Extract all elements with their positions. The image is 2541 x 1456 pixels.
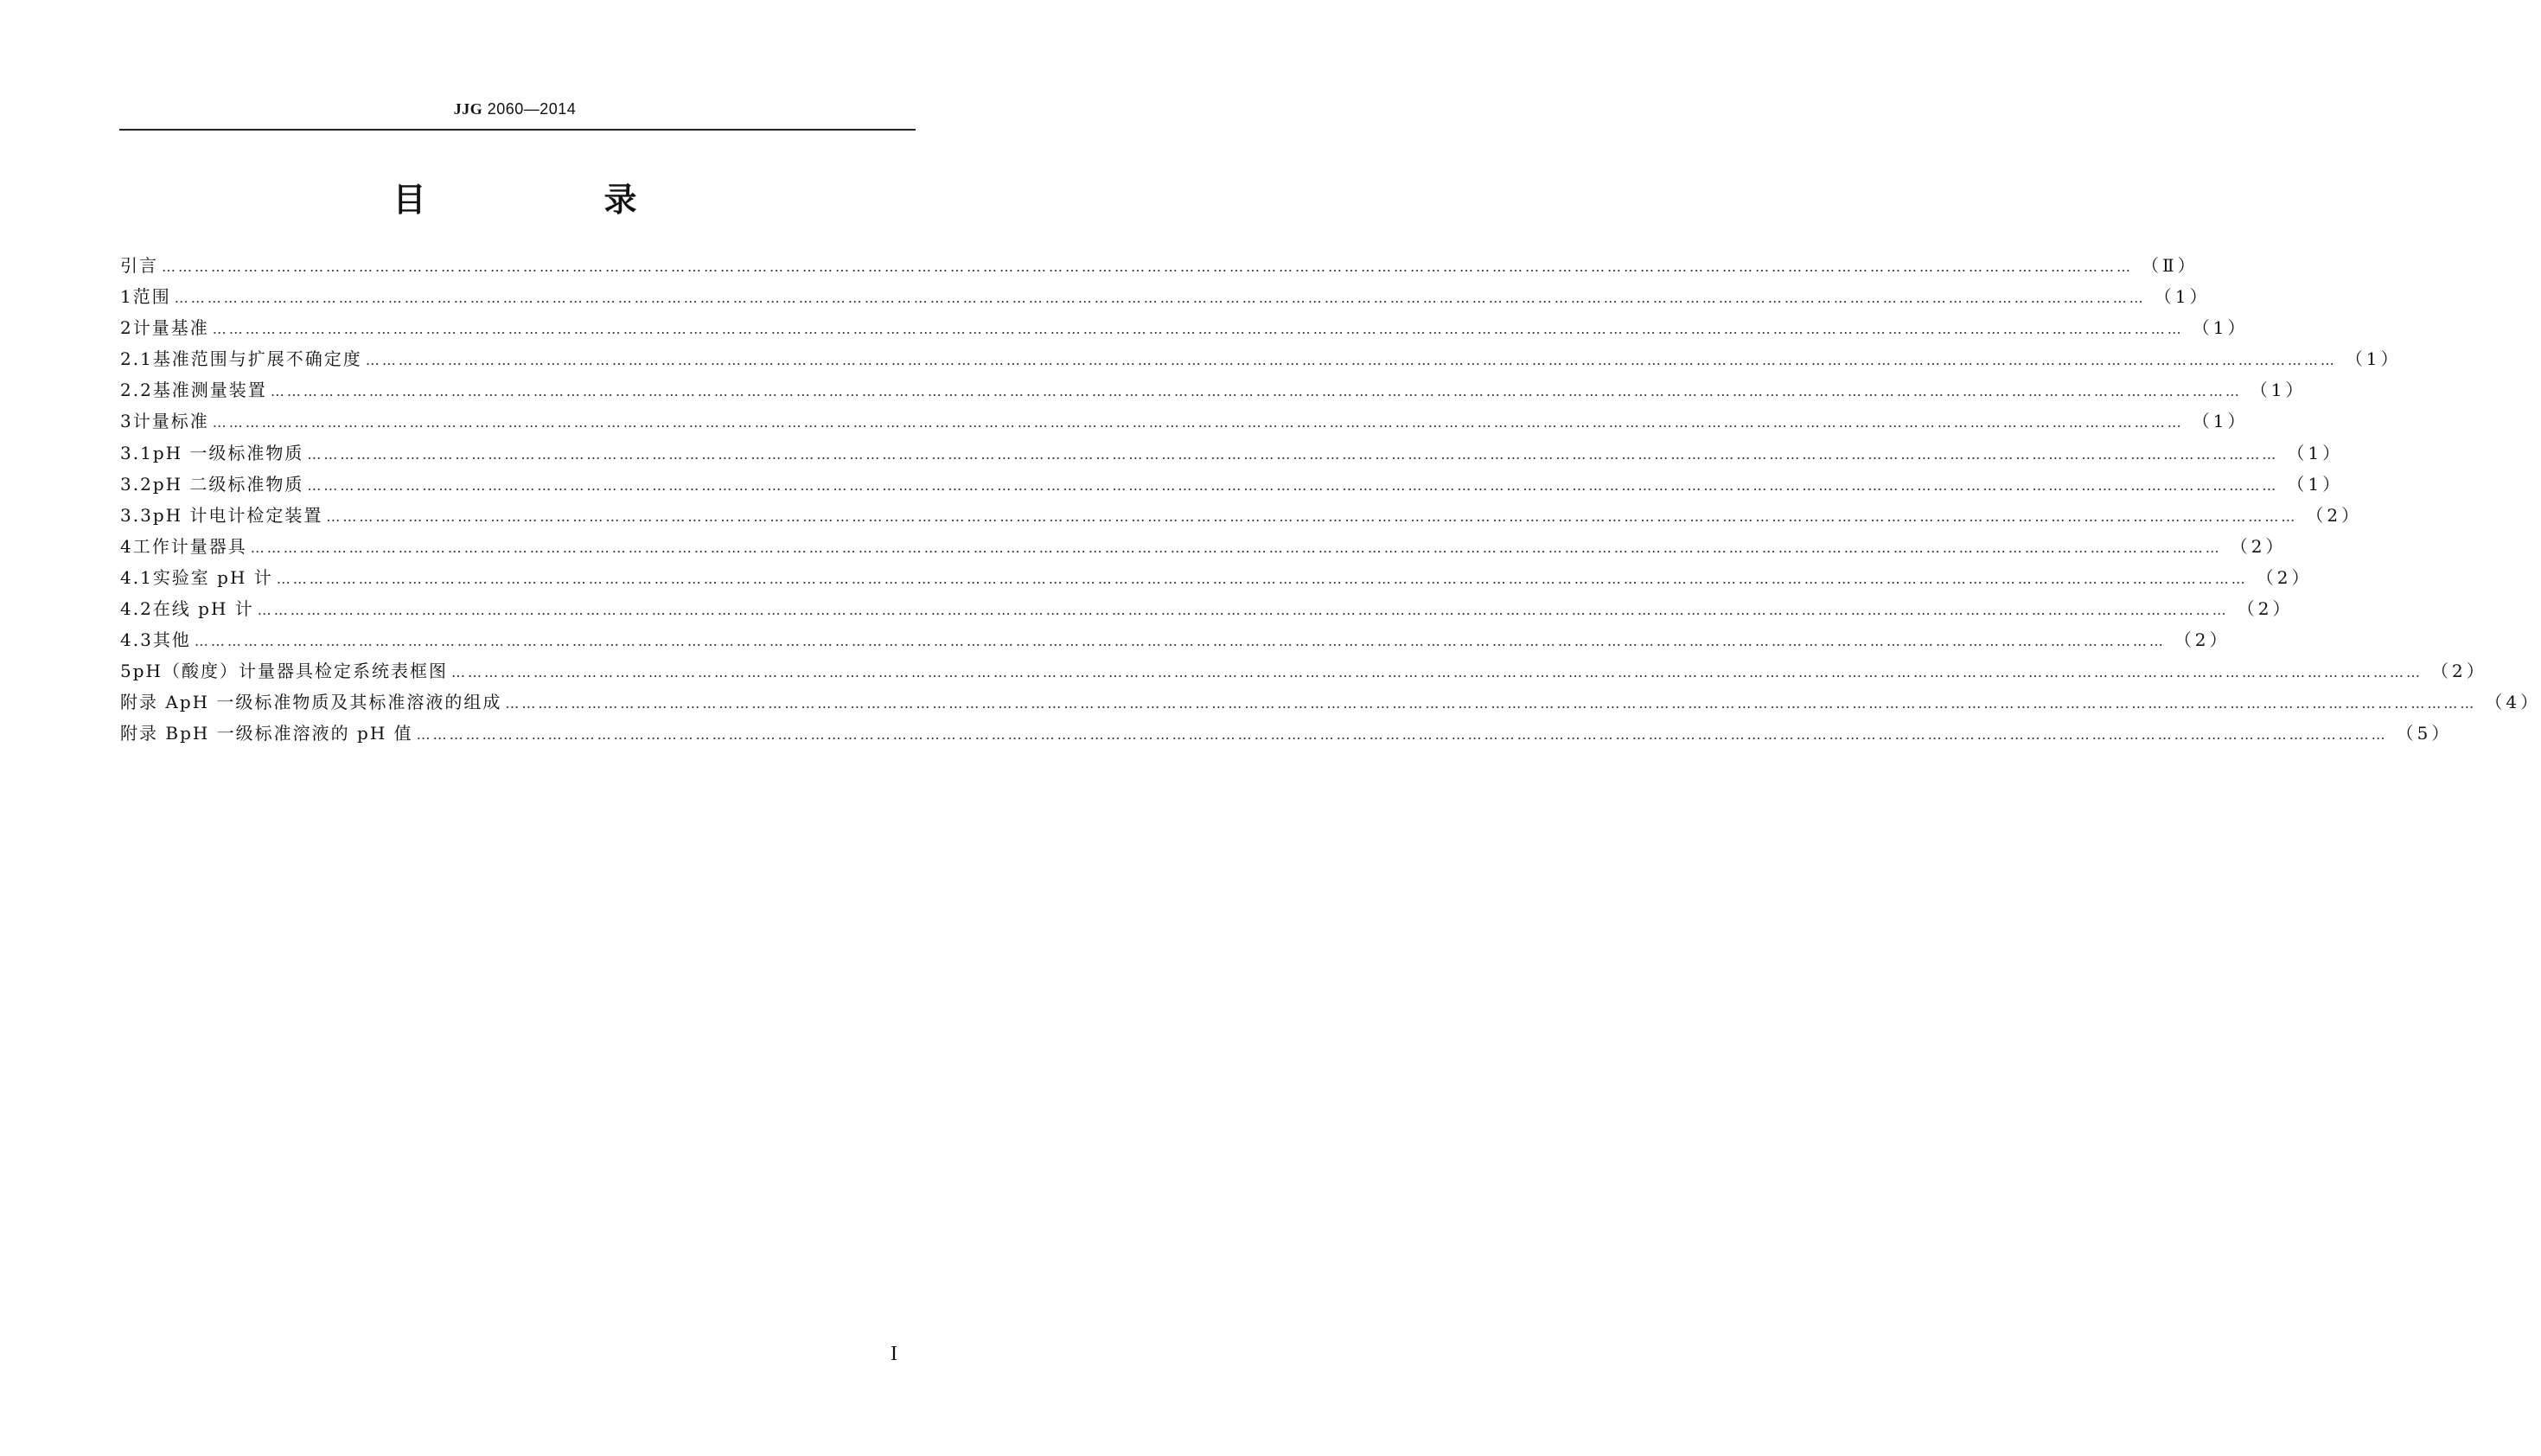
toc-dot-leader: ………………………………………………………………………………………………………………………………………………………………………………………………………………………………………………………………………………………………………………………………	[270, 383, 2242, 400]
toc-entry-page: （1）	[2192, 317, 2249, 339]
toc-entry[interactable]	[120, 688, 2541, 719]
toc-entry-page: （1）	[2287, 473, 2344, 495]
toc-entry-label: pH 一级标准物质及其标准溶液的组成	[179, 692, 502, 713]
toc-entry[interactable]	[120, 595, 2294, 626]
toc-entry-number: 4.2	[120, 598, 153, 620]
toc-entry-number: 3.1	[120, 442, 153, 463]
toc-entry-number: 4.1	[120, 566, 153, 588]
toc-entry-number: 附录 A	[120, 692, 180, 713]
toc-entry[interactable]	[120, 252, 2199, 283]
toc-entry[interactable]	[120, 439, 2344, 470]
toc-entry-page: （5）	[2396, 723, 2453, 744]
toc-entry[interactable]	[120, 376, 2307, 407]
toc-entry-page: （1）	[2287, 442, 2344, 463]
toc-entry-number: 3.2	[120, 473, 153, 495]
toc-dot-leader: ………………………………………………………………………………………………………………………………………………………………………………………………………………………………………………………………………………………………………………………………	[276, 570, 2248, 587]
toc-entry-page: （2）	[2174, 629, 2231, 651]
toc-entry-label: pH（酸度）计量器具检定系统表框图	[132, 661, 448, 682]
toc-dot-leader: ………………………………………………………………………………………………………………………………………………………………………………………………………………………………………………………………………………………………………………………………	[162, 259, 2133, 275]
toc-dot-leader: ………………………………………………………………………………………………………………………………………………………………………………………………………………………………………………………………………………………………………………………………	[250, 539, 2222, 556]
toc-entry-page: （2）	[2256, 566, 2313, 588]
toc-entry-label: 其他	[152, 629, 191, 651]
toc-entry-label: pH 二级标准物质	[152, 473, 304, 495]
toc-entry[interactable]	[120, 283, 2211, 314]
toc-dot-leader: ………………………………………………………………………………………………………………………………………………………………………………………………………………………………………………………………………………………………………………………………	[505, 695, 2477, 712]
toc-dot-leader: ………………………………………………………………………………………………………………………………………………………………………………………………………………………………………………………………………………………………………………………………	[194, 633, 2166, 650]
toc-entry[interactable]	[120, 501, 2363, 533]
toc-dot-leader: ………………………………………………………………………………………………………………………………………………………………………………………………………………………………………………………………………………………………………………………………	[326, 508, 2298, 525]
toc-entry-number: 4.3	[120, 629, 153, 651]
toc-entry-label: pH 一级标准物质	[152, 442, 304, 463]
page-title: 目 录	[393, 181, 710, 219]
toc-dot-leader: ………………………………………………………………………………………………………………………………………………………………………………………………………………………………………………………………………………………………………………………………	[307, 476, 2279, 494]
toc-entry-number: 5	[120, 661, 133, 682]
toc-entry-label: 计量标准	[132, 411, 209, 432]
toc-entry[interactable]	[120, 533, 2287, 564]
toc-entry-label: 计量基准	[132, 317, 209, 339]
toc-entry-page: （1）	[2345, 348, 2402, 370]
toc-entry-label: 引言	[120, 255, 158, 276]
toc-entry-number: 附录 B	[120, 723, 181, 744]
toc-entry-label: pH 一级标准溶液的 pH 值	[180, 723, 413, 744]
toc-entry-page: （1）	[2154, 286, 2211, 308]
header-divider	[119, 129, 916, 131]
toc-entry-number: 1	[120, 286, 133, 308]
toc-entry[interactable]	[120, 626, 2231, 657]
toc-dot-leader: ………………………………………………………………………………………………………………………………………………………………………………………………………………………………………………………………………………………………………………………………	[450, 664, 2423, 681]
toc-entry[interactable]	[120, 470, 2344, 501]
toc-entry-number: 2.1	[120, 348, 153, 370]
document-code	[0, 100, 1030, 118]
toc-entry-number: 2	[120, 317, 133, 339]
toc-entry-page: （2）	[2230, 535, 2287, 557]
toc-entry-number: 2.2	[120, 380, 153, 401]
toc-entry[interactable]	[120, 345, 2402, 376]
toc-entry[interactable]	[120, 657, 2487, 688]
document-code-prefix: JJG	[453, 100, 483, 118]
toc-dot-leader: ………………………………………………………………………………………………………………………………………………………………………………………………………………………………………………………………………………………………………………………………	[174, 290, 2146, 307]
toc-entry-page: （1）	[2250, 380, 2307, 401]
toc-entry[interactable]	[120, 564, 2313, 595]
toc-dot-leader: ………………………………………………………………………………………………………………………………………………………………………………………………………………………………………………………………………………………………………………………………	[416, 726, 2388, 744]
toc-entry-page: （4）	[2485, 692, 2541, 713]
toc-entry-label: 在线 pH 计	[152, 598, 254, 620]
toc-entry[interactable]	[120, 407, 2249, 438]
toc-entry-page: （2）	[2237, 598, 2294, 620]
toc-entry-label: 范围	[132, 286, 171, 308]
toc-dot-leader: ………………………………………………………………………………………………………………………………………………………………………………………………………………………………………………………………………………………………………………………………	[307, 445, 2279, 463]
toc-entry-page: （2）	[2306, 504, 2363, 526]
toc-entry-label: 工作计量器具	[132, 535, 247, 557]
table-of-contents	[120, 252, 2541, 751]
toc-entry-label: 实验室 pH 计	[152, 566, 273, 588]
toc-entry-page: （2）	[2430, 661, 2487, 682]
toc-entry-number: 4	[120, 535, 133, 557]
toc-entry-label: pH 计电计检定装置	[152, 504, 323, 526]
toc-entry[interactable]	[120, 314, 2249, 345]
toc-entry-label: 基准测量装置	[152, 380, 267, 401]
document-code-number: 2060—2014	[487, 100, 577, 118]
toc-entry-number: 3.3	[120, 504, 153, 526]
toc-entry-label: 基准范围与扩展不确定度	[152, 348, 362, 370]
toc-entry[interactable]	[120, 719, 2453, 750]
toc-entry-page: （1）	[2192, 411, 2249, 432]
toc-dot-leader: ………………………………………………………………………………………………………………………………………………………………………………………………………………………………………………………………………………………………………………………………	[257, 602, 2229, 619]
toc-dot-leader: ………………………………………………………………………………………………………………………………………………………………………………………………………………………………………………………………………………………………………………………………	[365, 352, 2337, 369]
page-number: I	[891, 1343, 897, 1365]
toc-entry-page: （Ⅱ）	[2142, 255, 2199, 276]
toc-entry-number: 3	[120, 411, 133, 432]
toc-dot-leader: ………………………………………………………………………………………………………………………………………………………………………………………………………………………………………………………………………………………………………………………………	[212, 414, 2184, 431]
toc-dot-leader: ………………………………………………………………………………………………………………………………………………………………………………………………………………………………………………………………………………………………………………………………	[212, 321, 2184, 338]
